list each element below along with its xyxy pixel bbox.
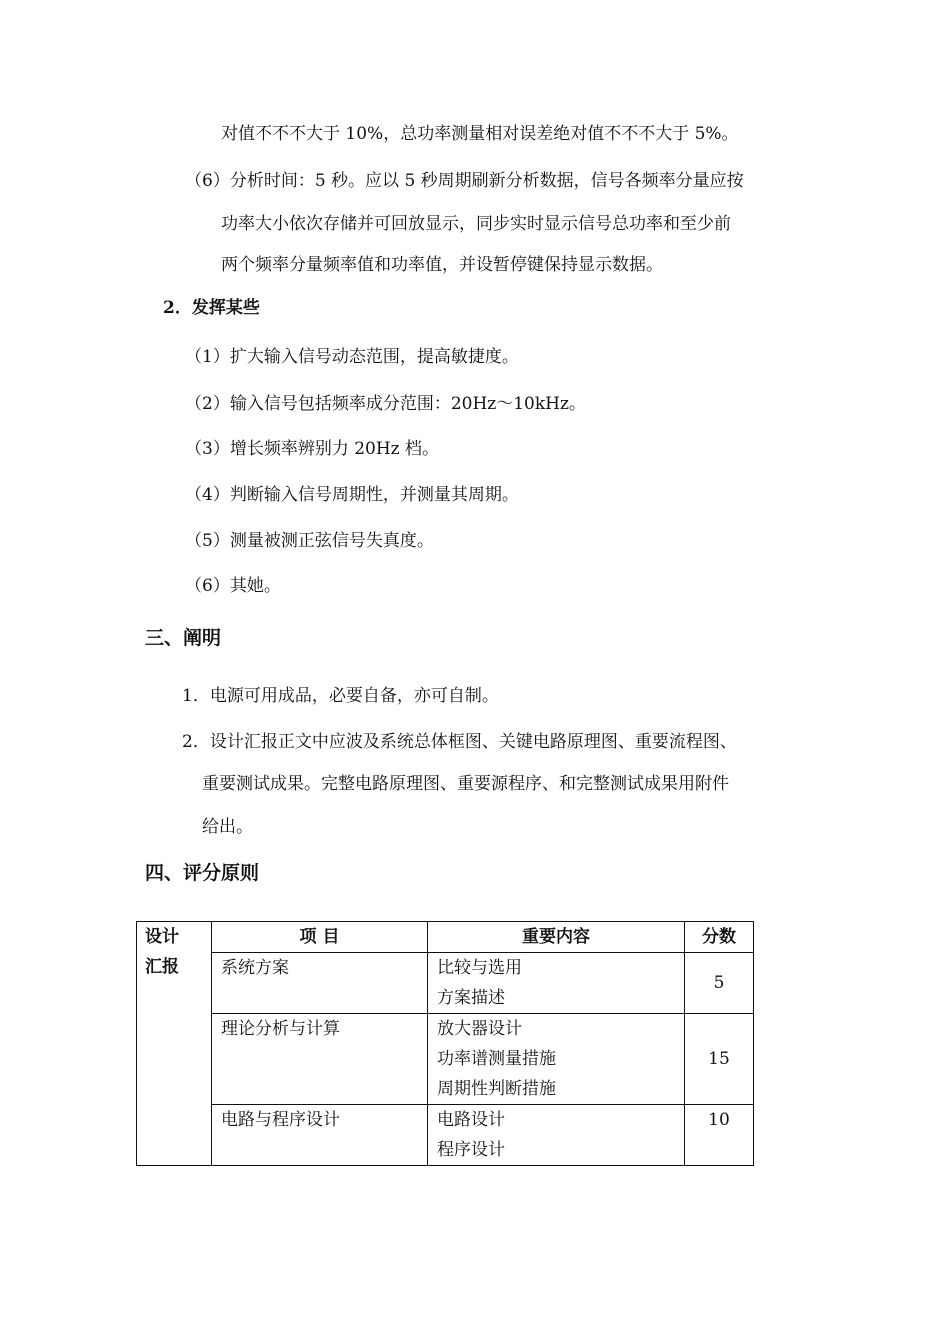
list-item: （5）测量被测正弦信号失真度。 [185,531,434,551]
text-line: 重要测试成果。完整电路原理图、重要源程序、和完整测试成果用附件 [202,774,729,794]
contents-cell [428,1105,685,1166]
table-row [137,1014,754,1105]
list-item: （2）输入信号包括频率成分范围：20Hz～10kHz。 [185,394,586,414]
column-header: 分数 [685,922,754,953]
score-cell: 10 [685,1105,754,1166]
heading-scoring: 四、评分原则 [145,862,260,884]
list-item: （4）判断输入信号周期性，并测量其周期。 [185,485,519,505]
text-line: 功率大小依次存储并可回放显示，同步实时显示信号总功率和至少前 [221,214,731,234]
text-line: 两个频率分量频率值和功率值，并设暂停键保持显示数据。 [221,255,663,275]
item-cell: 理论分析与计算 [212,1014,428,1105]
text-line: 对值不不不大于 10%，总功率测量相对误差绝对值不不不大于 5%。 [221,124,739,144]
table-row [137,953,754,1014]
content-line: 方案描述 [437,988,505,1008]
contents-cell [428,953,685,1014]
category-cell [137,922,212,1166]
content-line: 周期性判断措施 [437,1079,556,1099]
item-cell: 电路与程序设计 [212,1105,428,1166]
category-label: 设计 [145,927,179,947]
contents-cell [428,1014,685,1105]
text-line: 给出。 [202,817,253,837]
list-item: （3）增长频率辨别力 20Hz 档。 [185,439,440,459]
content-line: 电路设计 [437,1110,505,1130]
score-cell: 5 [685,953,754,1014]
list-item: 2．设计汇报正文中应波及系统总体框图、关键电路原理图、重要流程图、 [182,732,737,752]
content-line: 比较与选用 [437,958,522,978]
content-line: 功率谱测量措施 [437,1049,556,1069]
table-header-row [137,922,754,953]
column-header: 重要内容 [428,922,685,953]
list-item: （6）其她。 [185,576,281,596]
list-item: （1）扩大输入信号动态范围，提高敏捷度。 [185,347,519,367]
list-item: （6）分析时间：5 秒。应以 5 秒周期刷新分析数据，信号各频率分量应按 [185,171,744,191]
scoring-table [136,921,754,1166]
heading-notes: 三、阐明 [145,627,222,649]
column-header: 项 目 [212,922,428,953]
category-label: 汇报 [145,957,179,977]
content-line: 程序设计 [437,1140,505,1160]
list-item: 1．电源可用成品，必要自备，亦可自制。 [182,686,499,706]
score-cell: 15 [685,1014,754,1105]
content-line: 放大器设计 [437,1019,522,1039]
item-cell: 系统方案 [212,953,428,1014]
section-title: 2．发挥某些 [163,298,260,318]
table-row [137,1105,754,1166]
